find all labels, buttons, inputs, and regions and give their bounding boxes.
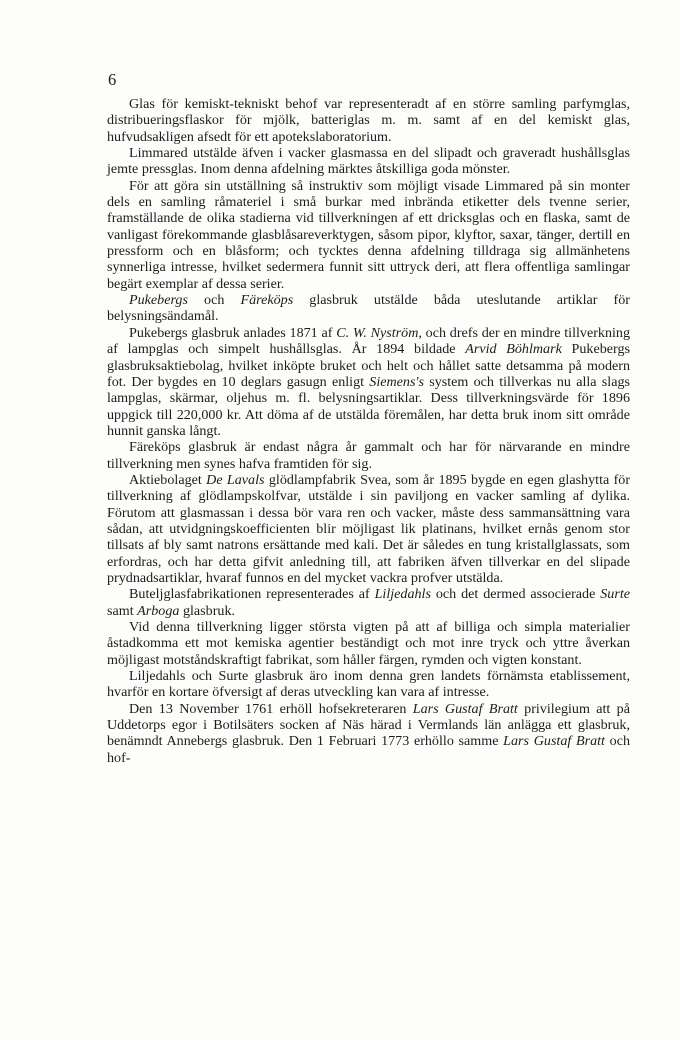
text-segment-italic: Lars Gustaf Bratt (412, 700, 518, 717)
text-segment: Pukebergs glasbruksaktiebolag, hvilket inköpte bruket och helt och hållet satte detsamma på modern fot. Der bygdes en 10 deglars gasugn enligt (107, 341, 631, 390)
text-segment: och drefs der en mindre tillverkning af lampglas och simpelt hushållsglas. År 1894 bildade (107, 324, 630, 358)
text-segment: och det dermed associerade (430, 586, 601, 603)
text-segment: privilegium att på Uddetorps egor i Botilsäters socken af Näs härad i Vermlands län anlägga ett glasbruk, benämndt Annebergs glasbruk. Den 1 Februari 1773 erhöllo samme (107, 700, 630, 750)
text-segment: Liljedahls och Surte glasbruk äro inom denna gren landets förnämsta etablissement, hvarför en kortare öfversigt af deras utveckling kan vara af intresse. (107, 668, 630, 701)
text-segment: glasbruk utstälde båda uteslutande artiklar för belysningsändamål. (107, 292, 630, 325)
text-segment: Glas för kemiskt-tekniskt behof var representeradt af en större samling parfymglas, distribueringsflaskor för mjölk, batteriglas m. m. samt af en del kemiskt glas, hufvudsakligen afsedt för ett apotekslaboratorium. (107, 96, 630, 145)
text-segment: Limmared utstälde äfven i vacker glasmassa en del slipadt och graveradt hushållsglas jemte pressglas. Inom denna afdelning märktes åtskilliga goda mönster. (107, 145, 630, 178)
text-segment: system och tillverkas nu alla slags lampglas, skärmar, oljehus m. fl. belysningsartiklar. Dess tillverkningsvärde för 1896 uppgick till 220,000 kr. Att döma af de utstälda föremålen, har detta bruk inom sitt område hunnit ganska långt. (107, 373, 630, 439)
paragraph-manufacture-weight (107, 619, 630, 668)
text-segment: För att göra sin utställning så instruktiv som möjligt visade Limmared på sin monter dels en samling råmateriel i små burkar med inbrända etiketter dels tvenne serier, framställande de olika stadierna vid tillverkningen af ett dricksglas och en flaska, samt de vanligast förekommande glasblåsareverktygen, såsom pipor, klyftor, saxar, tänger, dertill en pressform och en blåsform; och tycktes denna afdelning tilldraga sig allmänhetens synnerliga intresse, hvilket sedermera funnit sitt uttryck deri, att flera offentliga samlingar begärt exemplar af dessa serier. (107, 177, 630, 292)
paragraph-limmared-exhibit (107, 145, 630, 178)
text-segment: glödlampfabrik Svea, som år 1895 bygde en egen glashytta för tillverkning af glödlampskolfvar, utstälde i sin paviljong en vacker samling af dylika. Förutom att glasmassan i dessa bör vara ren och vacker, måste dess sammansättning vara sådan, att utvidgningskoefficienten blir möjligast lik platinans, hvilket ernås genom stor tillsats af bly samt natrons ersättande med kali. Det är således en tung kristallglassats, som erfordras, och har detta gifvit anledning till, att fabriken äfven tillverkar en del slipade prydnadsartiklar, hvaraf funnos en del mycket vackra profver utstälda. (107, 471, 631, 586)
paragraph-instructive-exhibit (107, 178, 630, 292)
text-segment: Färeköps glasbruk är endast några år gammalt och har för närvarande en mindre tillverkning men synes hafva framtiden för sig. (107, 439, 630, 472)
text-segment-italic: Lars Gustaf Bratt (503, 733, 605, 750)
text-segment: samt (107, 602, 138, 619)
text-segment: Vid denna tillverkning ligger största vigten på att af billiga och simpla materialier åstadkomma ett mot kemiska agentier beständigt och mot inre tryck och yttre åverkan möjligast motståndskraftigt fabrikat, som håller färgen, rymden och vigten konstant. (107, 619, 630, 668)
page-number: 6 (108, 70, 117, 89)
text-segment-italic: Pukebergs (129, 292, 188, 309)
text-segment: och (187, 292, 241, 309)
text-segment-italic: C. W. Nyström, (336, 324, 422, 341)
text-segment-italic: Surte (600, 586, 630, 603)
text-segment: Aktiebolaget (129, 471, 207, 488)
paragraph-bottle-glass (107, 586, 630, 619)
text-segment: Pukebergs glasbruk anlades 1871 af (129, 324, 337, 341)
paragraph-lab-glass (107, 96, 630, 145)
paragraph-liljedahl-surte (107, 668, 630, 701)
text-segment: Buteljglasfabrikationen representerades af (129, 586, 375, 603)
text-segment: glasbruk. (179, 602, 236, 619)
paragraph-fareköp (107, 439, 630, 472)
text-segment: och hof- (107, 733, 631, 766)
text-segment-italic: Liljedahls (374, 586, 431, 603)
text-segment-italic: Arvid Böhlmark (465, 341, 562, 358)
body-text (107, 96, 630, 766)
text-segment-italic: De Lavals (206, 471, 265, 488)
paragraph-pukeberg-history (107, 325, 630, 439)
paragraph-pukeberg-fareköp (107, 292, 630, 325)
text-segment-italic: Arboga (137, 602, 180, 619)
text-segment-italic: Färeköps (240, 292, 294, 309)
paragraph-bratt-privilege (107, 701, 630, 766)
text-segment: Den 13 November 1761 erhöll hofsekreteraren (129, 700, 413, 717)
text-segment-italic: Siemens's (369, 373, 424, 390)
paragraph-de-laval (107, 472, 630, 586)
